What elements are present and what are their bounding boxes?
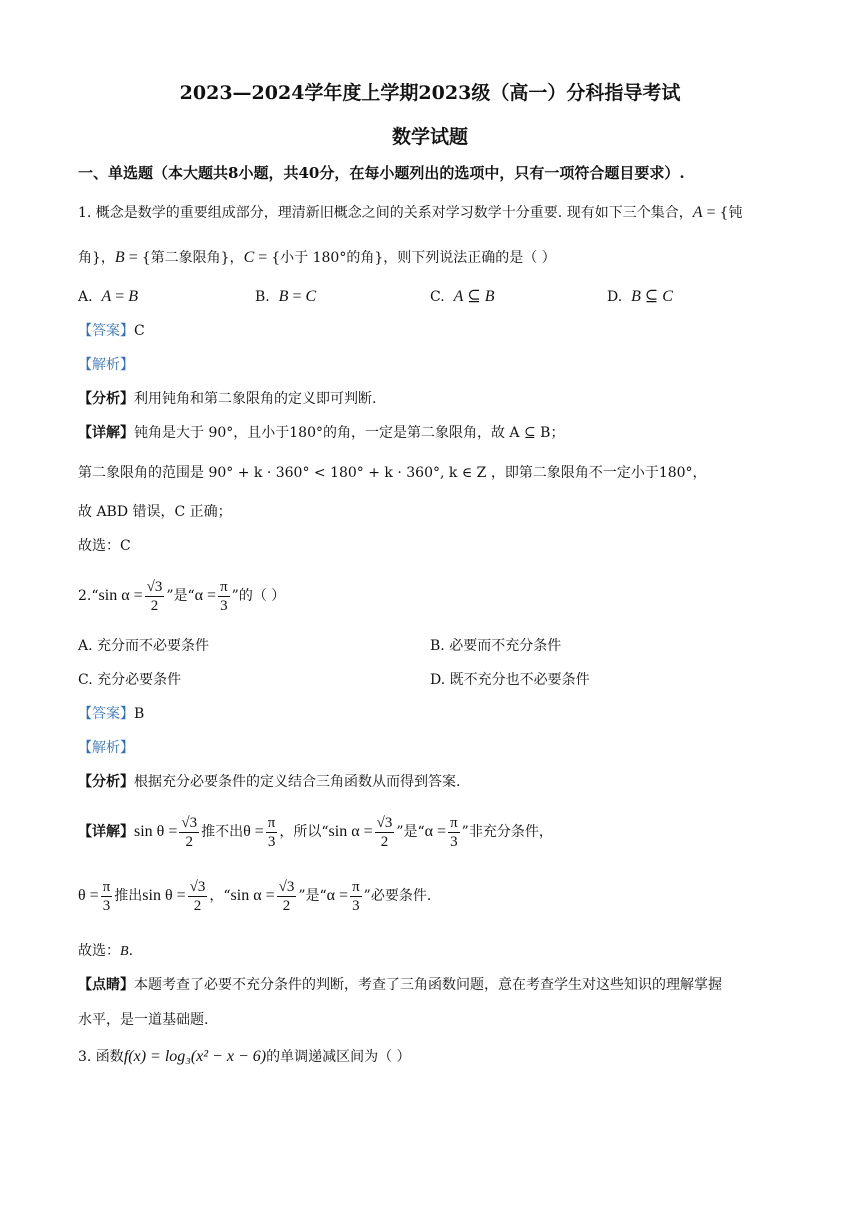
q2-choose-line <box>78 941 133 962</box>
q1-option-d <box>607 287 673 307</box>
fraction-numerator: π <box>102 878 111 895</box>
q1-detail-line3: 故 ABD 错误，C 正确； <box>78 504 232 520</box>
q2-quote-mid: ”是“ <box>298 888 327 904</box>
q2-quote-mid: ”是“ <box>396 824 425 840</box>
q1-fenxi: 利用钝角和第二象限角的定义即可判断. <box>134 391 377 407</box>
fraction-denominator: 3 <box>220 597 228 614</box>
q1-set-b-value: {第二象限角}， <box>141 250 244 266</box>
q2-dianjing-line2: 水平，是一道基础题. <box>78 1012 209 1028</box>
q1-set-c: C <box>243 249 255 266</box>
fraction-numerator: π <box>220 578 228 595</box>
q2-dianjing-1: 本题考查了必要不充分条件的判断，考查了三角函数问题，意在考查学生对这些知识的理解掌握 <box>134 977 722 993</box>
q2-fraction-sqrt3-2 <box>277 878 297 915</box>
q1-set-b: B <box>114 249 125 266</box>
q3-stem-head: 3. 函数 <box>78 1049 124 1065</box>
q1-option-a-label: A. <box>78 289 93 305</box>
fraction-denominator: 2 <box>282 897 291 914</box>
q1-option-c-right: B <box>484 288 495 305</box>
q1-answer-line <box>78 321 145 341</box>
q1-answer: C <box>134 323 145 339</box>
q2-not-sufficient: ”非充分条件， <box>461 824 553 840</box>
q1-option-b-right: C <box>305 288 317 305</box>
q2-therefore: ，所以“ <box>279 824 329 840</box>
q2-fraction-pi-3 <box>218 578 230 615</box>
q3-stem-tail: 的单调递减区间为（ ） <box>266 1049 411 1065</box>
q2-fraction-pi-3 <box>266 814 278 851</box>
fraction-denominator: 2 <box>380 833 389 850</box>
q2-sin-alpha: sin α = <box>328 823 373 840</box>
q2-fenxi: 根据充分必要条件的定义结合三角函数从而得到答案. <box>134 774 461 790</box>
q1-detail-1: 钝角是大于 90°，且小于180°的角，一定是第二象限角，故 A ⊆ B； <box>134 425 565 441</box>
fraction-denominator: 2 <box>193 897 202 914</box>
q2-fraction-pi-3 <box>101 878 113 915</box>
q1-set-a-value-end: 角}， <box>78 250 115 266</box>
q2-sin-theta: sin θ = <box>134 823 178 840</box>
q2-sin-alpha: sin α = <box>98 587 143 604</box>
exam-title: 2023—2024学年度上学期2023级（高一）分科指导考试 <box>179 82 681 104</box>
q2-answer-line <box>78 704 144 724</box>
q2-answer: B <box>134 706 145 722</box>
q1-option-c-label: C. <box>430 289 445 305</box>
fenxi-tag: 【分析】 <box>78 774 134 790</box>
q1-option-b <box>255 287 316 307</box>
q2-sin-theta: sin θ = <box>142 887 186 904</box>
q2-choose-value: B <box>120 944 129 959</box>
q2-sin-alpha: sin α = <box>230 887 275 904</box>
q1-eq-b: = <box>124 249 142 266</box>
fraction-numerator: √3 <box>278 878 295 895</box>
q2-detail-line1 <box>78 812 553 852</box>
answer-tag: 【答案】 <box>78 323 134 339</box>
q1-stem-line2 <box>78 248 556 268</box>
q2-implies: 推出 <box>114 888 143 904</box>
q2-alpha-eq: α = <box>326 887 349 904</box>
q1-option-c-left: A <box>453 288 464 305</box>
q2-theta-eq: θ = <box>78 887 99 904</box>
q1-set-c-value: {小于 180°的角}，则下列说法正确的是（ ） <box>271 250 556 266</box>
q2-fraction-sqrt3-2 <box>188 878 208 915</box>
fraction-numerator: √3 <box>376 814 393 831</box>
fraction-denominator: 2 <box>185 833 193 850</box>
q2-choose-end: . <box>128 943 134 959</box>
q1-eq-a: = <box>702 204 720 221</box>
q1-option-a-right: B <box>128 288 139 305</box>
q2-option-a: A. 充分而不必要条件 <box>78 638 210 654</box>
q2-option-c: C. 充分必要条件 <box>78 672 182 688</box>
q1-detail-line2: 第二象限角的范围是 90° + k · 360° < 180° + k · 360°, k ∈ Z ，即第二象限角不一定小于180°， <box>78 465 707 481</box>
q1-option-a-op: = <box>111 288 129 305</box>
fraction-denominator: 3 <box>352 897 360 914</box>
q1-option-c <box>430 287 495 307</box>
fraction-numerator: √3 <box>181 814 198 831</box>
q2-theta-eq: θ = <box>243 823 264 840</box>
q1-option-d-op: ⊆ <box>640 288 663 305</box>
fraction-numerator: π <box>450 814 458 831</box>
q1-set-a-value: {钝 <box>719 205 743 221</box>
q1-option-d-left: B <box>631 288 641 305</box>
q1-fenxi-line <box>78 389 376 409</box>
q2-fraction-pi-3 <box>350 878 362 915</box>
answer-tag: 【答案】 <box>78 706 134 722</box>
q2-number: 2. <box>78 588 92 604</box>
q2-choose: 故选： <box>78 943 120 959</box>
q1-stem-text: 1. 概念是数学的重要组成部分，理清新旧概念之间的关系对学习数学十分重要. 现有如下三个集合， <box>78 205 693 221</box>
q2-detail-line2 <box>78 876 431 916</box>
q2-stem <box>78 576 285 616</box>
q1-detail-line1 <box>78 423 564 443</box>
fenxi-tag: 【分析】 <box>78 391 134 407</box>
q2-quote-mid: ”是“ <box>166 588 195 604</box>
q1-option-b-label: B. <box>255 289 270 305</box>
q2-dianjing-line1 <box>78 975 722 995</box>
q2-necessary: ”必要条件. <box>363 888 432 904</box>
dianjing-tag: 【点睛】 <box>78 977 134 993</box>
fraction-numerator: √3 <box>146 578 163 595</box>
fraction-numerator: √3 <box>189 878 206 895</box>
fraction-denominator: 2 <box>150 597 159 614</box>
q2-fraction-sqrt3-2 <box>145 578 165 615</box>
xiangjie-tag: 【详解】 <box>78 425 134 441</box>
q1-option-a-left: A <box>101 288 112 305</box>
fraction-denominator: 3 <box>450 833 458 850</box>
q1-option-b-left: B <box>278 288 289 305</box>
q2-fraction-sqrt3-2 <box>179 814 199 851</box>
q2-not-imply: 推不出 <box>201 824 244 840</box>
fraction-denominator: 3 <box>102 897 111 914</box>
q1-option-b-op: = <box>288 288 306 305</box>
q2-fraction-pi-3 <box>448 814 460 851</box>
exam-subtitle: 数学试题 <box>391 126 468 148</box>
q2-alpha-eq: α = <box>194 587 217 604</box>
q1-choose: 故选：C <box>78 538 131 554</box>
q1-option-d-label: D. <box>607 289 623 305</box>
q2-fenxi-line <box>78 772 460 792</box>
q1-analysis-tag: 【解析】 <box>78 357 134 373</box>
q2-quote-open: “ <box>91 588 99 604</box>
section-heading: 一、单选题（本大题共8小题，共40分，在每小题列出的选项中，只有一项符合题目要求）. <box>78 164 685 182</box>
q1-stem-line1 <box>78 203 742 223</box>
q1-option-a <box>78 287 138 307</box>
q2-option-b: B. 必要而不充分条件 <box>430 638 562 654</box>
q2-alpha-eq: α = <box>424 823 447 840</box>
q1-eq-c: = <box>254 249 272 266</box>
q1-option-d-right: C <box>662 288 673 305</box>
q2-tail: ”的（ ） <box>231 588 286 604</box>
q2-comma-quote: ，“ <box>209 888 231 904</box>
q1-option-c-op: ⊆ <box>463 288 485 305</box>
q1-set-a: A <box>692 204 703 221</box>
q3-function: f(x) = log₃(x² − x − 6) <box>123 1048 267 1065</box>
fraction-denominator: 3 <box>267 833 276 850</box>
fraction-numerator: π <box>352 878 360 895</box>
q2-fraction-sqrt3-2 <box>375 814 395 851</box>
q3-stem <box>78 1047 411 1067</box>
fraction-numerator: π <box>267 814 276 831</box>
q2-analysis-tag: 【解析】 <box>78 740 134 756</box>
xiangjie-tag: 【详解】 <box>78 824 134 840</box>
q2-option-d: D. 既不充分也不必要条件 <box>430 672 590 688</box>
